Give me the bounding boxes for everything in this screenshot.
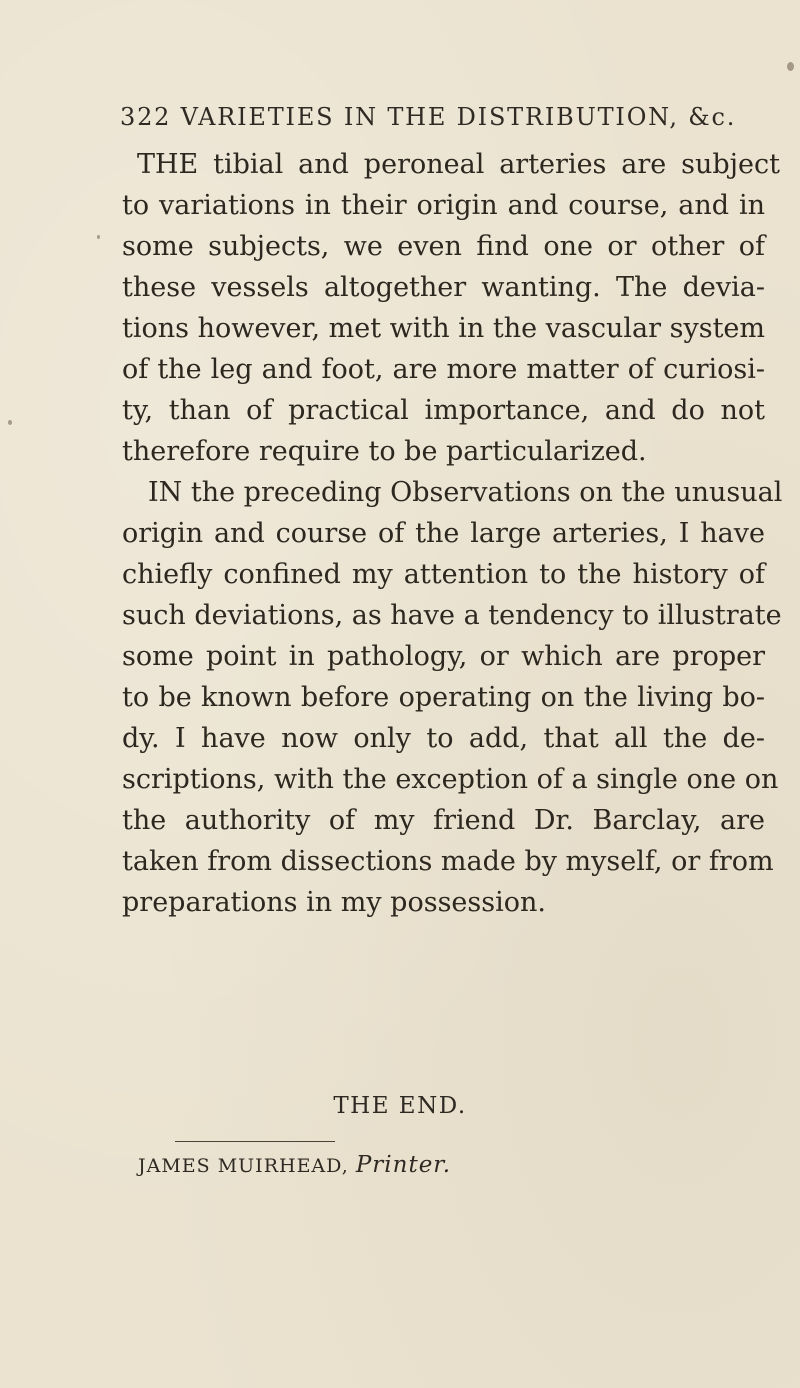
text-line: origin and course of the large arteries, I have [122, 518, 765, 549]
printer-name: JAMES MUIRHEAD, [138, 1155, 349, 1177]
text-line: taken from dissections made by myself, or from [122, 846, 774, 877]
paper-stain [787, 62, 794, 71]
text-line: to variations in their origin and course, and in [122, 190, 765, 221]
the-end-heading: THE END. [333, 1093, 467, 1119]
text-line: therefore require to be particularized. [122, 436, 647, 467]
text-line: tions however, met with in the vascular system [122, 313, 765, 344]
printer-role: Printer. [355, 1152, 452, 1178]
text-line: some subjects, we even find one or other of [122, 231, 765, 262]
text-line: IN the preceding Observations on the unusual [148, 477, 783, 508]
text-line: of the leg and foot, are more matter of curiosi- [122, 354, 765, 385]
imprint-rule [175, 1141, 335, 1142]
printer-imprint [138, 1152, 451, 1178]
text-line: some point in pathology, or which are proper [122, 641, 765, 672]
text-line: such deviations, as have a tendency to illustrate [122, 600, 782, 631]
text-line: dy. I have now only to add, that all the de- [122, 723, 765, 754]
text-line: to be known before operating on the living bo- [122, 682, 765, 713]
text-line: preparations in my possession. [122, 887, 546, 918]
running-head: 322 VARIETIES IN THE DISTRIBUTION, &c. [120, 103, 737, 131]
text-line: THE tibial and peroneal arteries are subject [137, 149, 780, 180]
text-line: the authority of my friend Dr. Barclay, are [122, 805, 765, 836]
text-line: these vessels altogether wanting. The devia- [122, 272, 765, 303]
text-line: ty, than of practical importance, and do not [122, 395, 765, 426]
paper-stain [8, 420, 12, 425]
paper-stain [97, 235, 100, 239]
text-line: chiefly confined my attention to the history of [122, 559, 765, 590]
text-line: scriptions, with the exception of a single one on [122, 764, 779, 795]
